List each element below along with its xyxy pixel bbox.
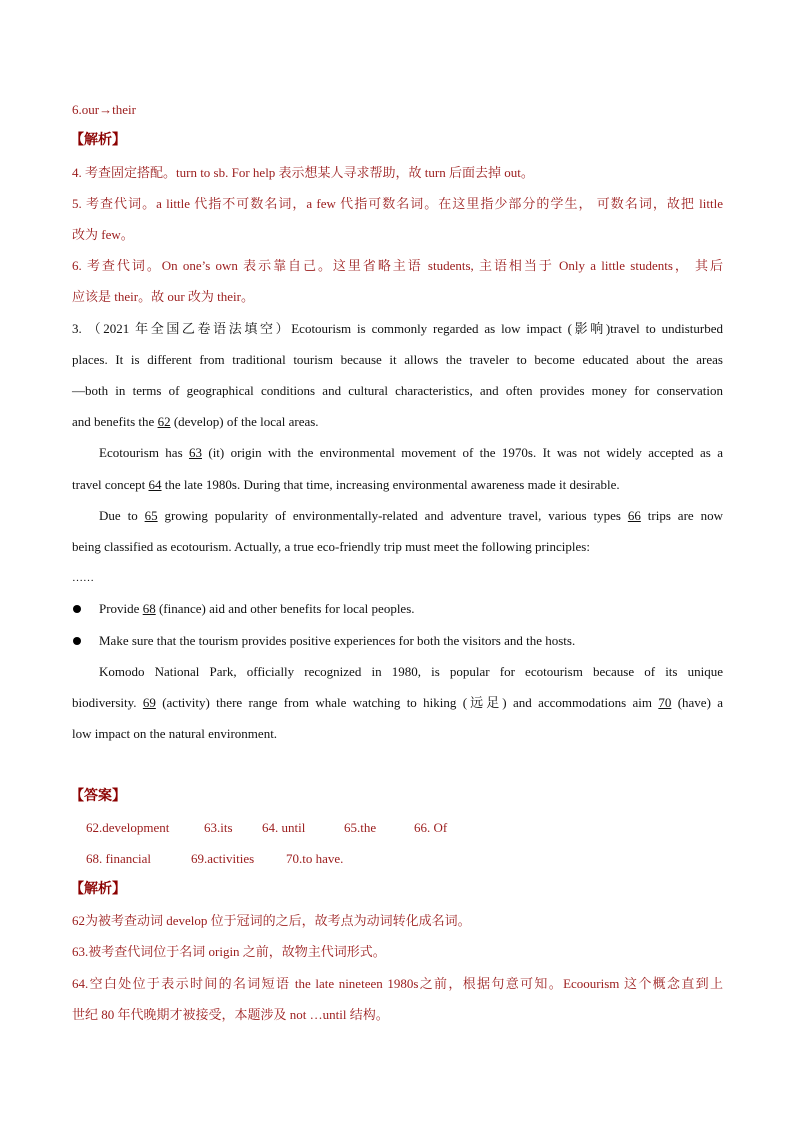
analysis-line: 64.空白处位于表示时间的名词短语 the late nineteen 1980s之前，根据句意可知。Ecoourism 这个概念直到上 [72,976,723,991]
answer-item: 69.activities [191,851,255,866]
blank-68: 68 [142,601,156,616]
analysis-heading: 【解析】 [70,882,126,897]
passage-line [99,507,723,525]
text: (have) a [671,695,724,710]
passage-line [72,694,723,712]
text: the late 1980s. During that time, increasing environmental awareness made it desirable. [161,477,620,492]
passage-line: places. It is different from traditional tourism because it allows the traveler to become educated about the areas [72,352,723,367]
note-5: 5. 考查代词。a little 代指不可数名词，a few 代指可数名词。在这里指少部分的学生， 可数名词，故把 little [72,196,723,211]
text: (it) origin with the environmental movement of the 1970s. It was not widely accepted as a [202,445,723,460]
passage-line [72,413,723,431]
note-6: 6. 考查代词。On one’s own 表示靠自己。这里省略主语 students, 主语相当于 Only a little students， 其后 [72,258,723,273]
passage-line [99,444,723,462]
answer-6: 6.our→their [72,102,136,117]
passage-line: —both in terms of geographical conditions and cultural characteristics, and often provides money for conservation [72,383,723,398]
bullet-item [99,600,723,618]
text: travel concept [72,477,149,492]
note-4: 4. 考查固定搭配。turn to sb. For help 表示想某人寻求帮助，故 turn 后面去掉 out。 [72,165,534,180]
passage-line: being classified as ecotourism. Actually, a true eco-friendly trip must meet the following principles: [72,539,590,554]
text: (develop) of the local areas. [170,414,319,429]
text: and benefits the [72,414,158,429]
text: biodiversity. [72,695,143,710]
answer-heading: 【答案】 [70,789,126,804]
blank-63: 63 [189,445,202,460]
note-6-cont: 应该是 their。故 our 改为 their。 [72,289,254,304]
answer-item: 68. financial [86,851,151,866]
text: (finance) aid and other benefits for local peoples. [155,601,415,616]
blank-70: 70 [658,695,672,710]
blank-62: 62 [157,414,171,429]
question-3-line: 3. （2021 年全国乙卷语法填空）Ecotourism is commonly regarded as low impact (影响)travel to undisturbed [72,321,723,336]
text: (activity) there range from whale watching to hiking (远足) and accommodations aim [155,695,659,710]
text: growing popularity of environmentally-related and adventure travel, various types [157,508,628,523]
ellipsis: …… [72,572,94,584]
bullet-icon [73,637,81,645]
bullet-item: Make sure that the tourism provides positive experiences for both the visitors and the hosts. [99,633,576,648]
text: Ecotourism has [99,445,189,460]
answer-item: 70.to have. [286,851,344,866]
answer-item: 62.development [86,820,170,835]
blank-65: 65 [144,508,158,523]
bullet-icon [73,605,81,613]
analysis-line: 62为被考查动词 develop 位于冠词的之后，故考点为动词转化成名词。 [72,913,471,928]
answer-item: 65.the [344,820,377,835]
answer-item: 64. until [262,820,306,835]
text: Provide [99,601,143,616]
passage-line: low impact on the natural environment. [72,726,278,741]
passage-line [72,476,723,494]
blank-64: 64 [148,477,162,492]
text: Due to [99,508,145,523]
analysis-line: 世纪 80 年代晚期才被接受，本题涉及 not …until 结构。 [72,1007,389,1022]
passage-line: Komodo National Park, officially recognized in 1980, is popular for ecotourism because of its unique [99,664,723,679]
text: trips are now [640,508,723,523]
answer-item: 63.its [204,820,233,835]
blank-66: 66 [627,508,641,523]
blank-69: 69 [142,695,156,710]
answer-item: 66. Of [414,820,448,835]
analysis-line: 63.被考查代词位于名词 origin 之前，故物主代词形式。 [72,944,386,959]
note-5-cont: 改为 few。 [72,227,134,242]
analysis-heading: 【解析】 [70,133,126,148]
